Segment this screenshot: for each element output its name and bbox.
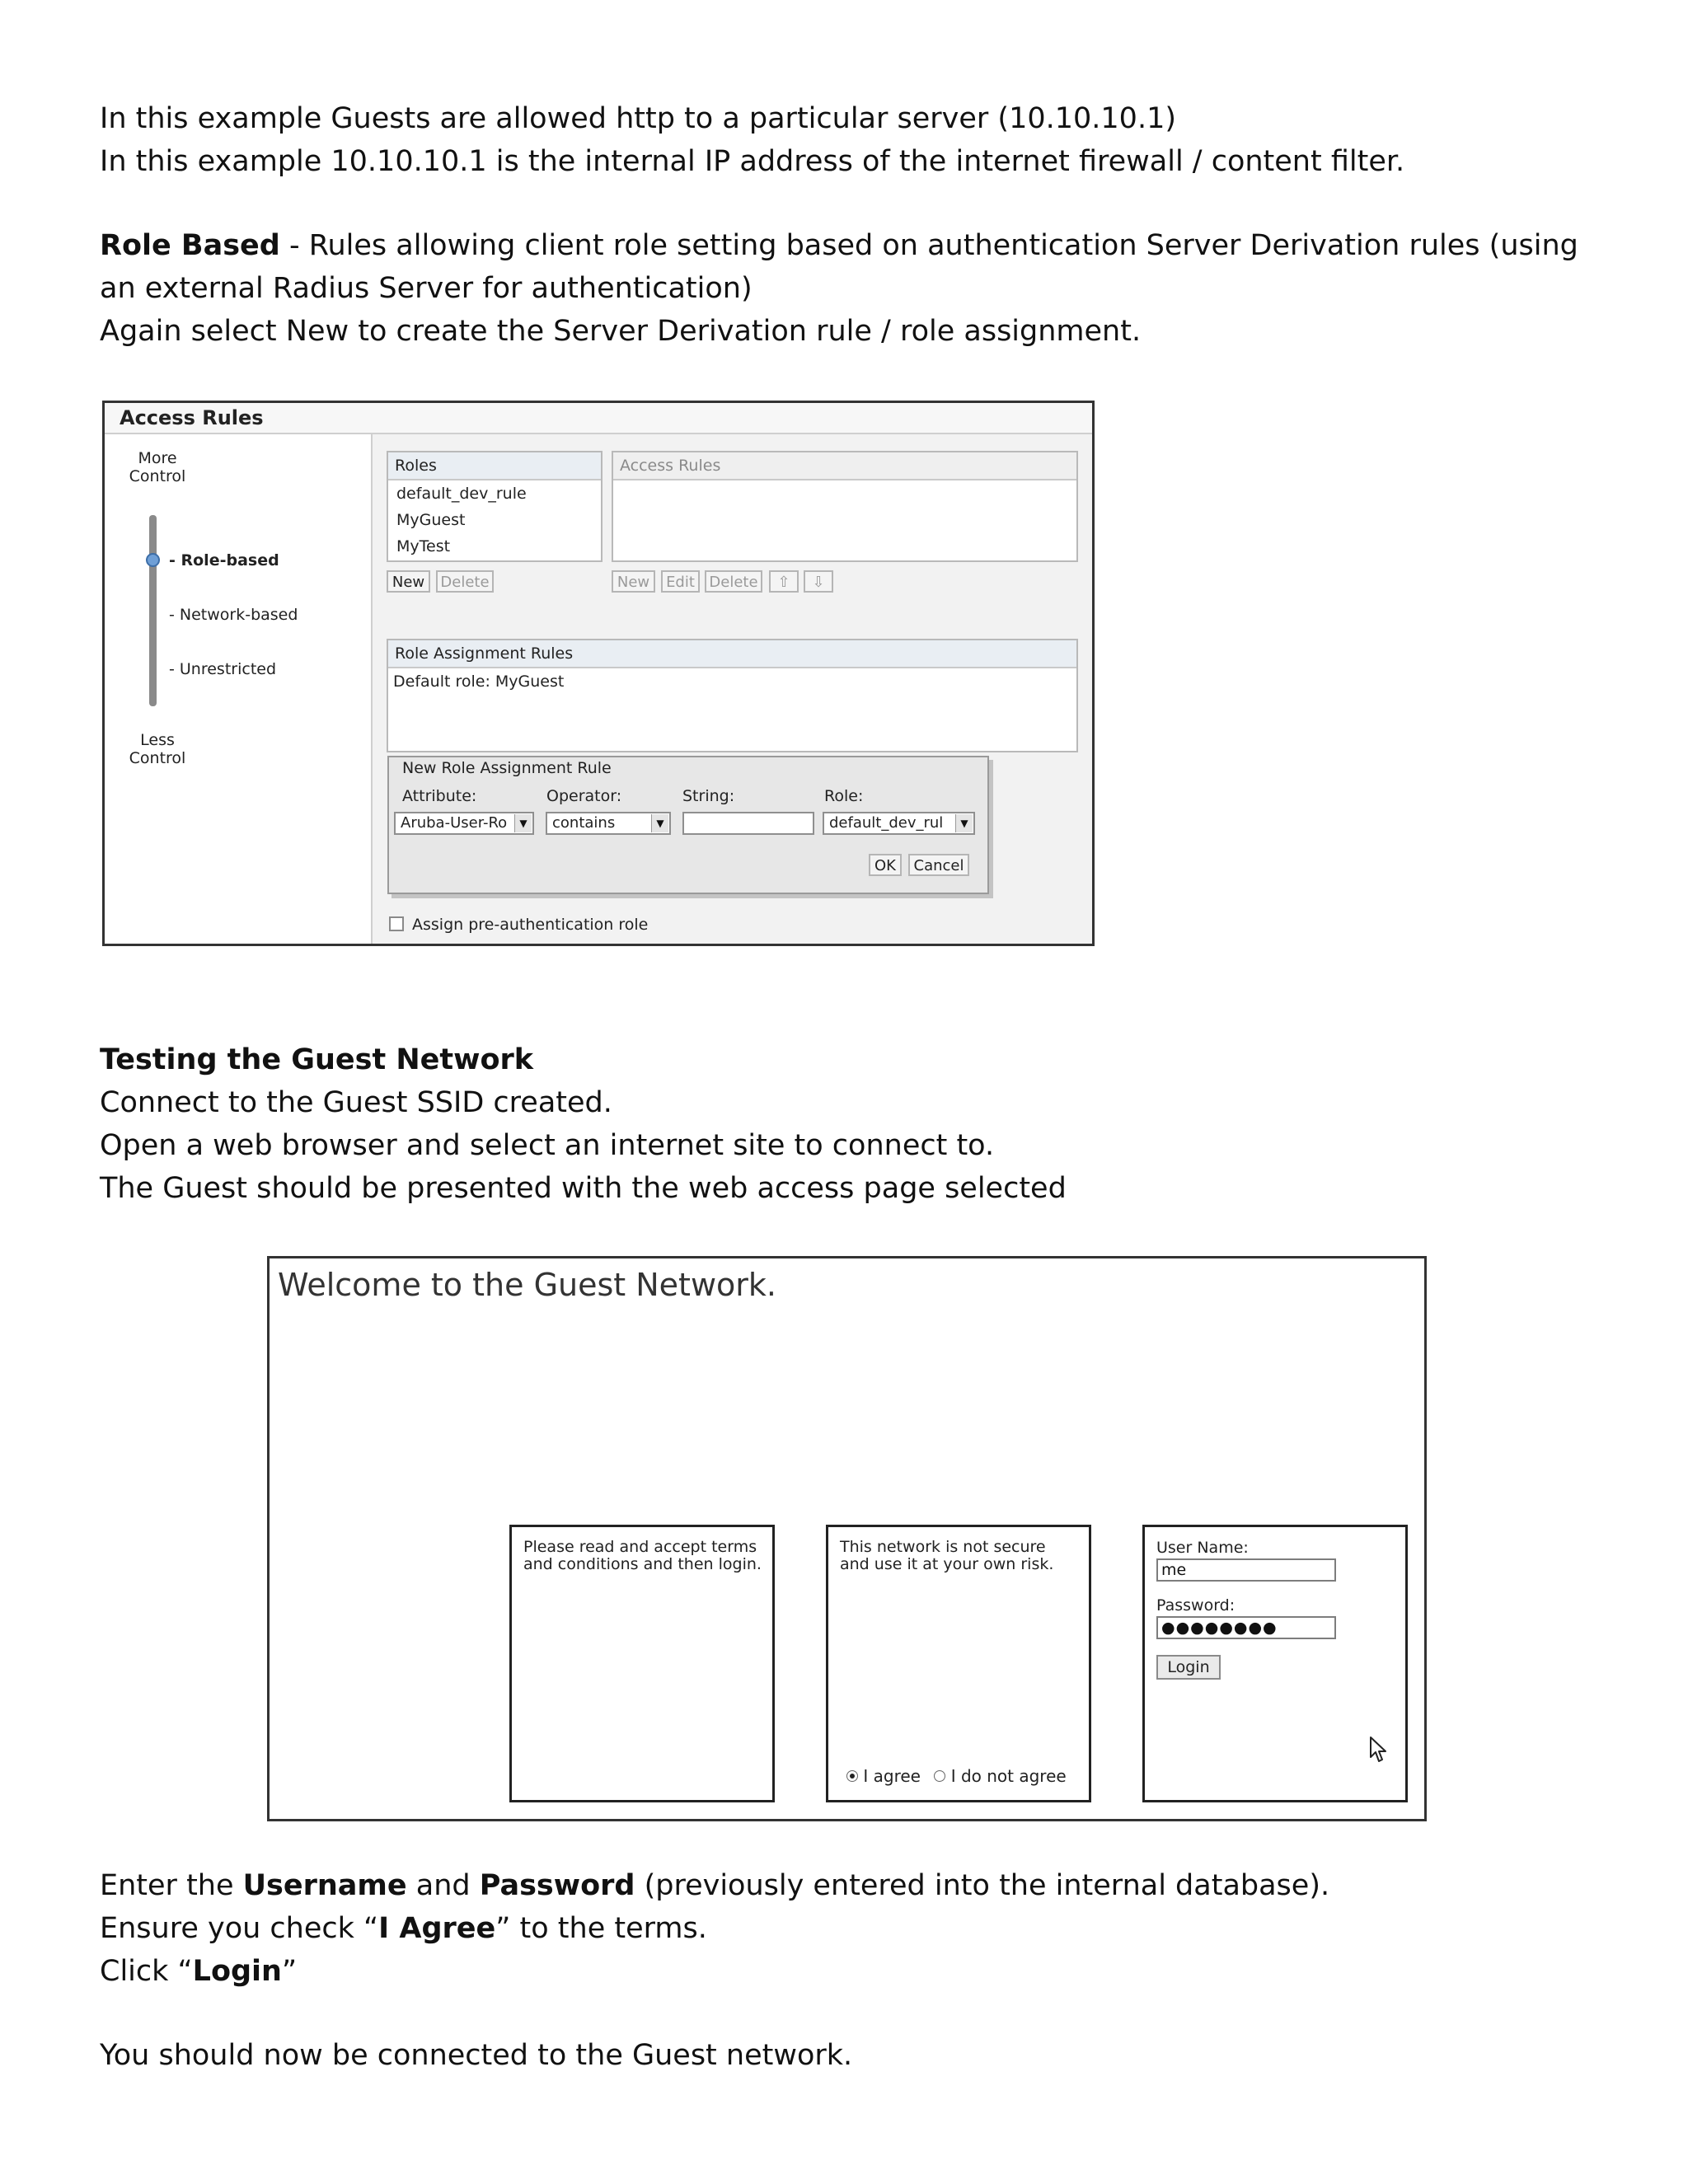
roles-new-button[interactable]: New: [387, 570, 430, 593]
click-text-a: Click “: [100, 1955, 193, 1988]
default-role-text: Default role: MyGuest: [393, 673, 565, 691]
attribute-select[interactable]: [394, 812, 534, 835]
control-slider-track[interactable]: [149, 515, 157, 706]
operator-value: contains: [552, 814, 616, 832]
roles-list: [387, 451, 603, 562]
risk-text: This network is not secure and use it at your own risk.: [840, 1538, 1054, 1573]
control-slider-knob[interactable]: [146, 553, 160, 567]
paragraph-role-based: [100, 224, 1600, 310]
agree-radio[interactable]: [846, 1770, 858, 1782]
role-assignment-rules-box: [387, 639, 1078, 752]
ok-button[interactable]: OK: [869, 854, 902, 876]
enter-password-bold: Password: [479, 1869, 635, 1902]
preauth-label: Assign pre-authentication role: [412, 916, 649, 934]
chevron-down-icon: ▼: [514, 814, 532, 832]
rules-new-button[interactable]: New: [612, 570, 655, 593]
disagree-label: I do not agree: [950, 1766, 1067, 1786]
welcome-title: Welcome to the Guest Network.: [278, 1267, 776, 1303]
attribute-value: Aruba-User-Ro: [401, 814, 508, 832]
chevron-down-icon: ▼: [955, 814, 973, 832]
more-control-label: More Control: [129, 449, 186, 485]
role-based-heading: Role Based: [100, 229, 280, 262]
access-rules-list-header: Access Rules: [613, 452, 1076, 480]
guest-welcome-page: [267, 1256, 1427, 1821]
paragraph-connected: You should now be connected to the Guest network.: [100, 2039, 853, 2072]
preauth-checkbox[interactable]: [389, 916, 404, 931]
operator-select[interactable]: [546, 812, 671, 835]
string-input[interactable]: [682, 812, 814, 835]
operator-label: Operator:: [546, 787, 622, 805]
login-button[interactable]: Login: [1156, 1655, 1221, 1680]
paragraph-click-login: [100, 1950, 297, 1993]
role-value: default_dev_rul: [829, 814, 944, 832]
access-rules-title: Access Rules: [105, 403, 1092, 434]
less-control-label: Less Control: [129, 731, 186, 767]
ensure-agree-bold: I Agree: [378, 1912, 496, 1945]
rules-edit-button[interactable]: Edit: [661, 570, 700, 593]
password-input[interactable]: ●●●●●●●●: [1156, 1616, 1336, 1639]
agreement-radio-group: [846, 1766, 1067, 1786]
role-item[interactable]: MyGuest: [396, 511, 466, 529]
move-down-icon[interactable]: ⇩: [804, 570, 833, 593]
risk-card: [826, 1525, 1091, 1802]
terms-card: [509, 1525, 775, 1802]
cancel-button[interactable]: Cancel: [908, 854, 969, 876]
enter-username-bold: Username: [242, 1869, 407, 1902]
mouse-cursor-icon: [1369, 1736, 1387, 1764]
chevron-down-icon: ▼: [651, 814, 668, 832]
option-network-based[interactable]: - Network-based: [169, 606, 298, 624]
paragraph-web-access-page: The Guest should be presented with the web access page selected: [100, 1172, 1067, 1205]
login-card: [1142, 1525, 1408, 1802]
paragraph-ensure-agree: [100, 1907, 707, 1950]
username-label: User Name:: [1156, 1539, 1249, 1557]
option-role-based[interactable]: - Role-based: [169, 551, 279, 569]
paragraph-select-new: Again select New to create the Server Derivation rule / role assignment.: [100, 315, 1142, 348]
access-rules-settings: [373, 434, 1092, 944]
attribute-label: Attribute:: [402, 787, 477, 805]
role-item[interactable]: default_dev_rule: [396, 485, 527, 503]
paragraph-connect-ssid: Connect to the Guest SSID created.: [100, 1086, 612, 1119]
paragraph-open-browser: Open a web browser and select an internet site to connect to.: [100, 1129, 995, 1162]
paragraph-example-http: In this example Guests are allowed http to a particular server (10.10.10.1): [100, 102, 1176, 135]
role-based-description: - Rules allowing client role setting based on authentication Server Derivation rules (using an external Radius Server for authentication): [100, 229, 1578, 305]
click-login-bold: Login: [192, 1955, 282, 1988]
disagree-radio[interactable]: [934, 1770, 945, 1782]
enter-text-a: Enter the: [100, 1869, 243, 1902]
password-label: Password:: [1156, 1596, 1236, 1615]
role-assignment-header: Role Assignment Rules: [388, 640, 1076, 668]
rules-delete-button[interactable]: Delete: [705, 570, 762, 593]
agree-label: I agree: [863, 1766, 921, 1786]
option-unrestricted[interactable]: - Unrestricted: [169, 660, 277, 678]
access-rules-panel: [102, 401, 1095, 946]
string-label: String:: [682, 787, 735, 805]
role-item[interactable]: MyTest: [396, 537, 451, 555]
roles-delete-button[interactable]: Delete: [436, 570, 494, 593]
new-role-assignment-dialog: [387, 756, 989, 894]
role-label: Role:: [824, 787, 864, 805]
ensure-text-a: Ensure you check “: [100, 1912, 379, 1945]
access-rules-list: [612, 451, 1078, 562]
enter-text-and: and: [406, 1869, 480, 1902]
terms-text: Please read and accept terms and conditions and then login.: [523, 1538, 762, 1573]
enter-text-rest: (previously entered into the internal database).: [635, 1869, 1330, 1902]
paragraph-enter-credentials: [100, 1864, 1329, 1907]
move-up-icon[interactable]: ⇧: [769, 570, 799, 593]
new-rule-title: New Role Assignment Rule: [402, 759, 612, 777]
click-text-rest: ”: [281, 1955, 298, 1988]
ensure-text-rest: ” to the terms.: [495, 1912, 707, 1945]
paragraph-example-firewall: In this example 10.10.10.1 is the internal IP address of the internet firewall / content filter.: [100, 145, 1405, 178]
control-level-column: [105, 434, 373, 944]
role-select[interactable]: [823, 812, 975, 835]
testing-heading: Testing the Guest Network: [100, 1043, 534, 1076]
username-input[interactable]: me: [1156, 1558, 1336, 1582]
roles-header: Roles: [388, 452, 601, 480]
